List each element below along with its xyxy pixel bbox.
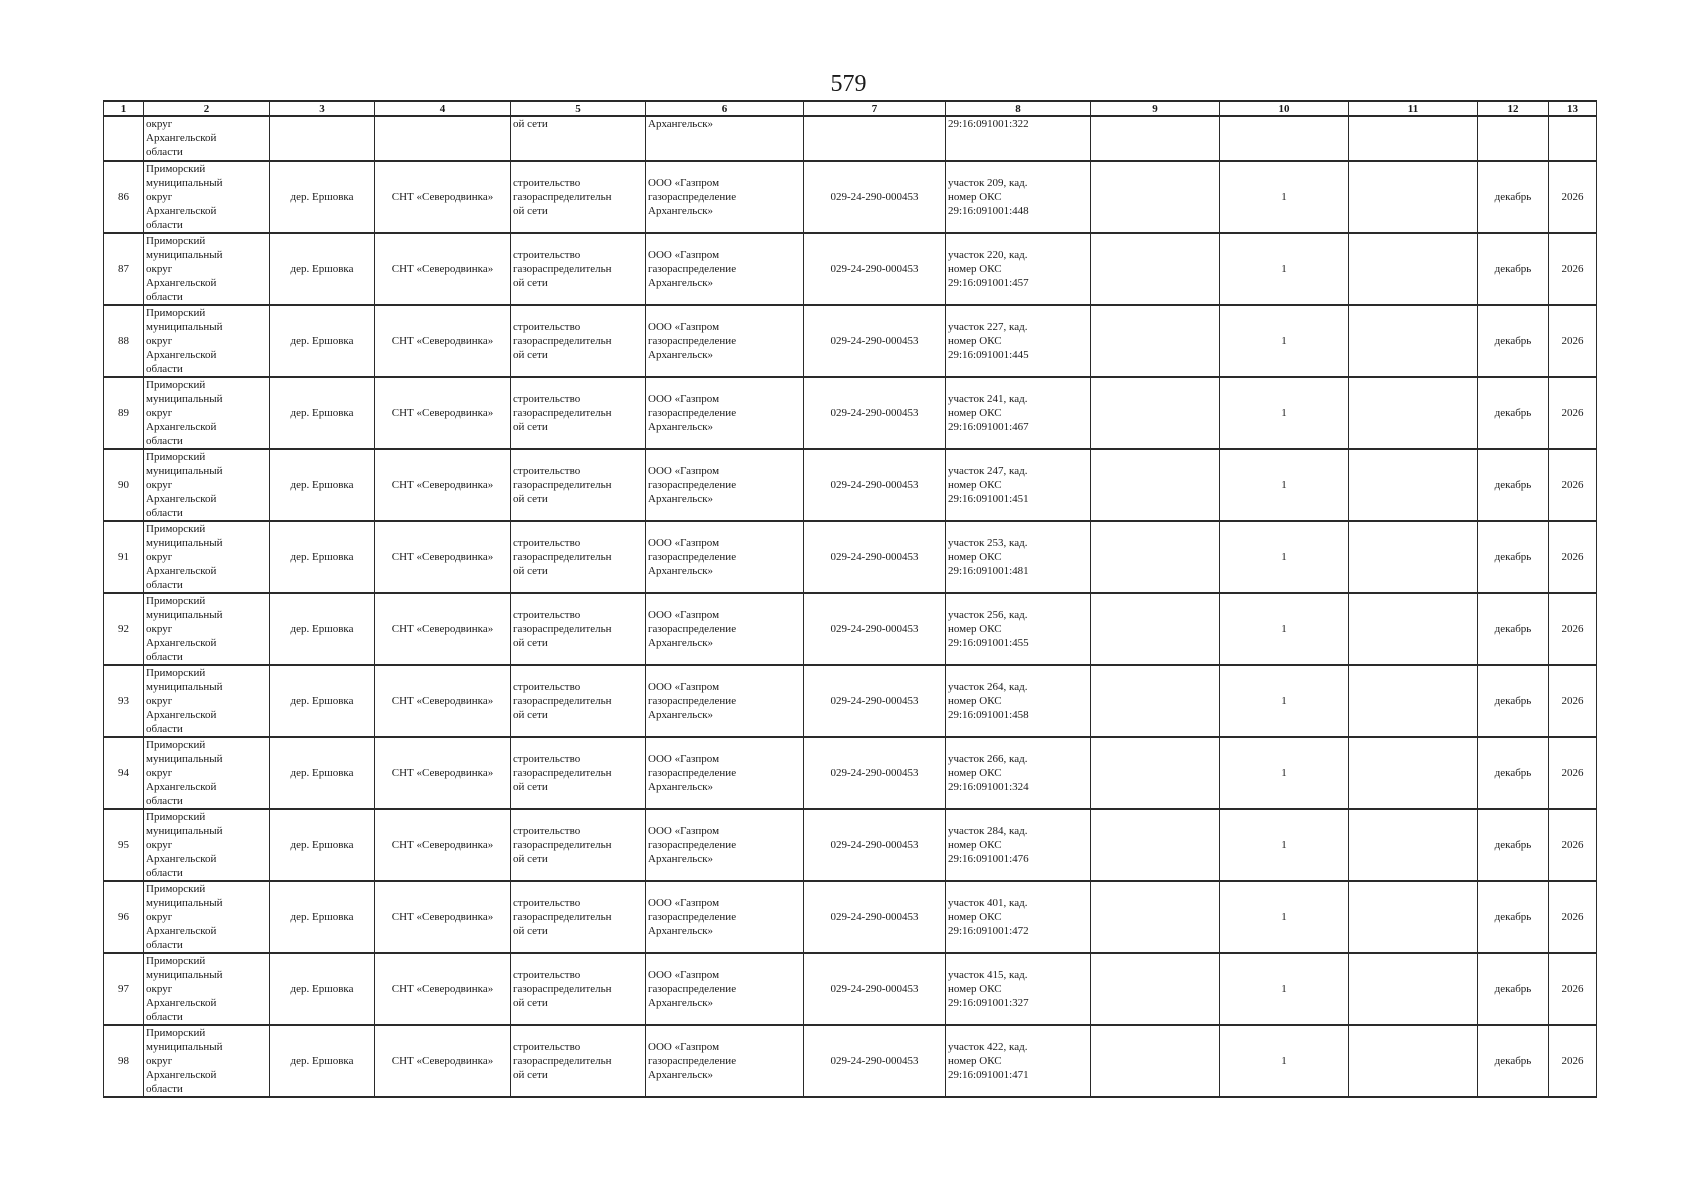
cell-num: 87 (104, 233, 144, 305)
cell-year (1549, 116, 1597, 161)
cell-month: декабрь (1478, 521, 1549, 593)
cell-year: 2026 (1549, 521, 1597, 593)
cell-code: 029-24-290-000453 (804, 161, 946, 233)
cell-code: 029-24-290-000453 (804, 593, 946, 665)
cell-code: 029-24-290-000453 (804, 665, 946, 737)
cell-district: Приморский муниципальный округ Архангельской области (144, 233, 270, 305)
cell-num: 96 (104, 881, 144, 953)
cell-num: 91 (104, 521, 144, 593)
cell-col11 (1349, 377, 1478, 449)
cell-col9 (1091, 737, 1220, 809)
cell-num: 86 (104, 161, 144, 233)
continuation-row (104, 116, 1597, 161)
cell-col11 (1349, 305, 1478, 377)
column-header-13: 13 (1549, 101, 1597, 116)
table-row (104, 809, 1597, 881)
cell-month: декабрь (1478, 377, 1549, 449)
cell-purpose: строительство газораспределительн ой сети (511, 305, 646, 377)
cell-locality: дер. Ершовка (270, 377, 375, 449)
cell-partnership: СНТ «Северодвинка» (375, 953, 511, 1025)
column-header-1: 1 (104, 101, 144, 116)
table-row (104, 593, 1597, 665)
cell-partnership: СНТ «Северодвинка» (375, 521, 511, 593)
cell-partnership: СНТ «Северодвинка» (375, 1025, 511, 1097)
cell-district: Приморский муниципальный округ Архангельской области (144, 665, 270, 737)
cell-locality: дер. Ершовка (270, 953, 375, 1025)
cell-partnership: СНТ «Северодвинка» (375, 593, 511, 665)
cell-year: 2026 (1549, 665, 1597, 737)
cell-month: декабрь (1478, 809, 1549, 881)
cell-col11 (1349, 809, 1478, 881)
table-row (104, 953, 1597, 1025)
cell-month: декабрь (1478, 737, 1549, 809)
cell-col9 (1091, 593, 1220, 665)
header-row (104, 101, 1597, 116)
cell-col10: 1 (1220, 881, 1349, 953)
cell-locality: дер. Ершовка (270, 593, 375, 665)
cell-month: декабрь (1478, 449, 1549, 521)
cell-plot: участок 227, кад. номер ОКС 29:16:091001:445 (946, 305, 1091, 377)
cell-locality: дер. Ершовка (270, 665, 375, 737)
cell-month: декабрь (1478, 665, 1549, 737)
cell-year: 2026 (1549, 953, 1597, 1025)
table-row (104, 305, 1597, 377)
cell-district: Приморский муниципальный округ Архангельской области (144, 809, 270, 881)
cell-organization: ООО «Газпром газораспределение Архангельск» (646, 305, 804, 377)
cell-year: 2026 (1549, 449, 1597, 521)
column-header-12: 12 (1478, 101, 1549, 116)
cell-purpose: строительство газораспределительн ой сети (511, 233, 646, 305)
cell-district: Приморский муниципальный округ Архангельской области (144, 521, 270, 593)
cell-purpose: строительство газораспределительн ой сети (511, 881, 646, 953)
cell-col9 (1091, 305, 1220, 377)
cell-organization: ООО «Газпром газораспределение Архангельск» (646, 593, 804, 665)
page-number: 579 (830, 71, 867, 97)
cell-col9 (1091, 881, 1220, 953)
cell-organization: ООО «Газпром газораспределение Архангельск» (646, 737, 804, 809)
cell-col10: 1 (1220, 1025, 1349, 1097)
cell-num: 90 (104, 449, 144, 521)
cell-plot: участок 422, кад. номер ОКС 29:16:091001:471 (946, 1025, 1091, 1097)
cell-num: 98 (104, 1025, 144, 1097)
cell-partnership: СНТ «Северодвинка» (375, 161, 511, 233)
cell-purpose: строительство газораспределительн ой сети (511, 737, 646, 809)
cell-col10: 1 (1220, 377, 1349, 449)
cell-col9 (1091, 449, 1220, 521)
cell-col11 (1349, 116, 1478, 161)
cell-col10: 1 (1220, 449, 1349, 521)
cell-num: 97 (104, 953, 144, 1025)
table-row (104, 521, 1597, 593)
cell-col9 (1091, 1025, 1220, 1097)
cell-code: 029-24-290-000453 (804, 737, 946, 809)
cell-code: 029-24-290-000453 (804, 377, 946, 449)
cell-code: 029-24-290-000453 (804, 233, 946, 305)
cell-year: 2026 (1549, 1025, 1597, 1097)
cell-partnership: СНТ «Северодвинка» (375, 449, 511, 521)
cell-year: 2026 (1549, 809, 1597, 881)
cell-plot: участок 256, кад. номер ОКС 29:16:091001:455 (946, 593, 1091, 665)
cell-year: 2026 (1549, 161, 1597, 233)
cell-col9 (1091, 665, 1220, 737)
column-header-3: 3 (270, 101, 375, 116)
table-row (104, 377, 1597, 449)
cell-purpose: строительство газораспределительн ой сети (511, 377, 646, 449)
column-header-8: 8 (946, 101, 1091, 116)
cell-year: 2026 (1549, 881, 1597, 953)
cell-plot: 29:16:091001:322 (946, 116, 1091, 161)
cell-partnership: СНТ «Северодвинка» (375, 233, 511, 305)
cell-organization: ООО «Газпром газораспределение Архангельск» (646, 665, 804, 737)
table-row (104, 1025, 1597, 1097)
column-header-10: 10 (1220, 101, 1349, 116)
cell-organization: ООО «Газпром газораспределение Архангельск» (646, 1025, 804, 1097)
cell-year: 2026 (1549, 737, 1597, 809)
cell-plot: участок 220, кад. номер ОКС 29:16:091001:457 (946, 233, 1091, 305)
cell-partnership (375, 116, 511, 161)
cell-organization: ООО «Газпром газораспределение Архангельск» (646, 449, 804, 521)
cell-plot: участок 253, кад. номер ОКС 29:16:091001:481 (946, 521, 1091, 593)
cell-district: округ Архангельской области (144, 116, 270, 161)
cell-organization: ООО «Газпром газораспределение Архангельск» (646, 521, 804, 593)
column-header-4: 4 (375, 101, 511, 116)
cell-month: декабрь (1478, 161, 1549, 233)
table-row (104, 449, 1597, 521)
cell-partnership: СНТ «Северодвинка» (375, 665, 511, 737)
cell-num: 88 (104, 305, 144, 377)
cell-col11 (1349, 449, 1478, 521)
cell-code: 029-24-290-000453 (804, 305, 946, 377)
column-header-5: 5 (511, 101, 646, 116)
cell-district: Приморский муниципальный округ Архангельской области (144, 305, 270, 377)
cell-plot: участок 284, кад. номер ОКС 29:16:091001:476 (946, 809, 1091, 881)
cell-num: 92 (104, 593, 144, 665)
table-row (104, 881, 1597, 953)
cell-district: Приморский муниципальный округ Архангельской области (144, 737, 270, 809)
cell-plot: участок 209, кад. номер ОКС 29:16:091001:448 (946, 161, 1091, 233)
cell-num: 89 (104, 377, 144, 449)
cell-num: 93 (104, 665, 144, 737)
cell-year: 2026 (1549, 593, 1597, 665)
cell-plot: участок 247, кад. номер ОКС 29:16:091001:451 (946, 449, 1091, 521)
cell-col11 (1349, 1025, 1478, 1097)
cell-year: 2026 (1549, 233, 1597, 305)
cell-plot: участок 241, кад. номер ОКС 29:16:091001:467 (946, 377, 1091, 449)
cell-code: 029-24-290-000453 (804, 521, 946, 593)
cell-district: Приморский муниципальный округ Архангельской области (144, 953, 270, 1025)
cell-month: декабрь (1478, 593, 1549, 665)
column-header-6: 6 (646, 101, 804, 116)
table-row (104, 737, 1597, 809)
cell-organization: ООО «Газпром газораспределение Архангельск» (646, 233, 804, 305)
cell-purpose: строительство газораспределительн ой сети (511, 953, 646, 1025)
cell-col11 (1349, 233, 1478, 305)
cell-district: Приморский муниципальный округ Архангельской области (144, 881, 270, 953)
cell-num: 95 (104, 809, 144, 881)
table-row (104, 233, 1597, 305)
cell-month (1478, 116, 1549, 161)
cell-month: декабрь (1478, 881, 1549, 953)
cell-col10: 1 (1220, 953, 1349, 1025)
cell-purpose: ой сети (511, 116, 646, 161)
cell-col9 (1091, 233, 1220, 305)
cell-col10: 1 (1220, 809, 1349, 881)
cell-organization: ООО «Газпром газораспределение Архангельск» (646, 161, 804, 233)
cell-partnership: СНТ «Северодвинка» (375, 305, 511, 377)
cell-code: 029-24-290-000453 (804, 881, 946, 953)
cell-col9 (1091, 116, 1220, 161)
cell-col11 (1349, 737, 1478, 809)
cell-partnership: СНТ «Северодвинка» (375, 377, 511, 449)
cell-locality (270, 116, 375, 161)
cell-plot: участок 415, кад. номер ОКС 29:16:091001:327 (946, 953, 1091, 1025)
cell-year: 2026 (1549, 377, 1597, 449)
cell-locality: дер. Ершовка (270, 233, 375, 305)
cell-month: декабрь (1478, 953, 1549, 1025)
cell-organization: ООО «Газпром газораспределение Архангельск» (646, 881, 804, 953)
column-header-7: 7 (804, 101, 946, 116)
cell-col10: 1 (1220, 305, 1349, 377)
cell-locality: дер. Ершовка (270, 1025, 375, 1097)
cell-code (804, 116, 946, 161)
cell-col10: 1 (1220, 161, 1349, 233)
cell-purpose: строительство газораспределительн ой сети (511, 809, 646, 881)
cell-col10: 1 (1220, 665, 1349, 737)
cell-col10: 1 (1220, 233, 1349, 305)
cell-locality: дер. Ершовка (270, 449, 375, 521)
cell-col10: 1 (1220, 593, 1349, 665)
cell-purpose: строительство газораспределительн ой сети (511, 449, 646, 521)
cell-col11 (1349, 161, 1478, 233)
cell-col11 (1349, 881, 1478, 953)
cell-purpose: строительство газораспределительн ой сети (511, 521, 646, 593)
cell-code: 029-24-290-000453 (804, 953, 946, 1025)
cell-code: 029-24-290-000453 (804, 1025, 946, 1097)
cell-locality: дер. Ершовка (270, 809, 375, 881)
cell-purpose: строительство газораспределительн ой сети (511, 593, 646, 665)
table-row (104, 161, 1597, 233)
cell-col11 (1349, 593, 1478, 665)
cell-purpose: строительство газораспределительн ой сети (511, 1025, 646, 1097)
cell-plot: участок 264, кад. номер ОКС 29:16:091001:458 (946, 665, 1091, 737)
cell-plot: участок 266, кад. номер ОКС 29:16:091001:324 (946, 737, 1091, 809)
cell-district: Приморский муниципальный округ Архангельской области (144, 377, 270, 449)
cell-col11 (1349, 521, 1478, 593)
cell-locality: дер. Ершовка (270, 521, 375, 593)
cell-purpose: строительство газораспределительн ой сети (511, 161, 646, 233)
cell-locality: дер. Ершовка (270, 737, 375, 809)
cell-plot: участок 401, кад. номер ОКС 29:16:091001:472 (946, 881, 1091, 953)
cell-purpose: строительство газораспределительн ой сети (511, 665, 646, 737)
cell-district: Приморский муниципальный округ Архангельской области (144, 161, 270, 233)
cell-col9 (1091, 161, 1220, 233)
cell-organization: ООО «Газпром газораспределение Архангельск» (646, 809, 804, 881)
cell-code: 029-24-290-000453 (804, 809, 946, 881)
cell-district: Приморский муниципальный округ Архангельской области (144, 593, 270, 665)
cell-locality: дер. Ершовка (270, 161, 375, 233)
cell-col9 (1091, 377, 1220, 449)
cell-col9 (1091, 521, 1220, 593)
cell-code: 029-24-290-000453 (804, 449, 946, 521)
cell-col10: 1 (1220, 737, 1349, 809)
cell-month: декабрь (1478, 233, 1549, 305)
cell-partnership: СНТ «Северодвинка» (375, 809, 511, 881)
cell-col9 (1091, 809, 1220, 881)
cell-locality: дер. Ершовка (270, 881, 375, 953)
document-table (103, 100, 1597, 1098)
cell-num (104, 116, 144, 161)
cell-col10: 1 (1220, 521, 1349, 593)
cell-col11 (1349, 953, 1478, 1025)
column-header-2: 2 (144, 101, 270, 116)
cell-num: 94 (104, 737, 144, 809)
cell-partnership: СНТ «Северодвинка» (375, 881, 511, 953)
cell-organization: ООО «Газпром газораспределение Архангельск» (646, 377, 804, 449)
cell-col10 (1220, 116, 1349, 161)
cell-organization: ООО «Газпром газораспределение Архангельск» (646, 953, 804, 1025)
cell-col9 (1091, 953, 1220, 1025)
cell-locality: дер. Ершовка (270, 305, 375, 377)
cell-month: декабрь (1478, 305, 1549, 377)
cell-district: Приморский муниципальный округ Архангельской области (144, 1025, 270, 1097)
cell-organization: Архангельск» (646, 116, 804, 161)
cell-partnership: СНТ «Северодвинка» (375, 737, 511, 809)
column-header-9: 9 (1091, 101, 1220, 116)
cell-month: декабрь (1478, 1025, 1549, 1097)
cell-district: Приморский муниципальный округ Архангельской области (144, 449, 270, 521)
cell-col11 (1349, 665, 1478, 737)
table-row (104, 665, 1597, 737)
cell-year: 2026 (1549, 305, 1597, 377)
column-header-11: 11 (1349, 101, 1478, 116)
